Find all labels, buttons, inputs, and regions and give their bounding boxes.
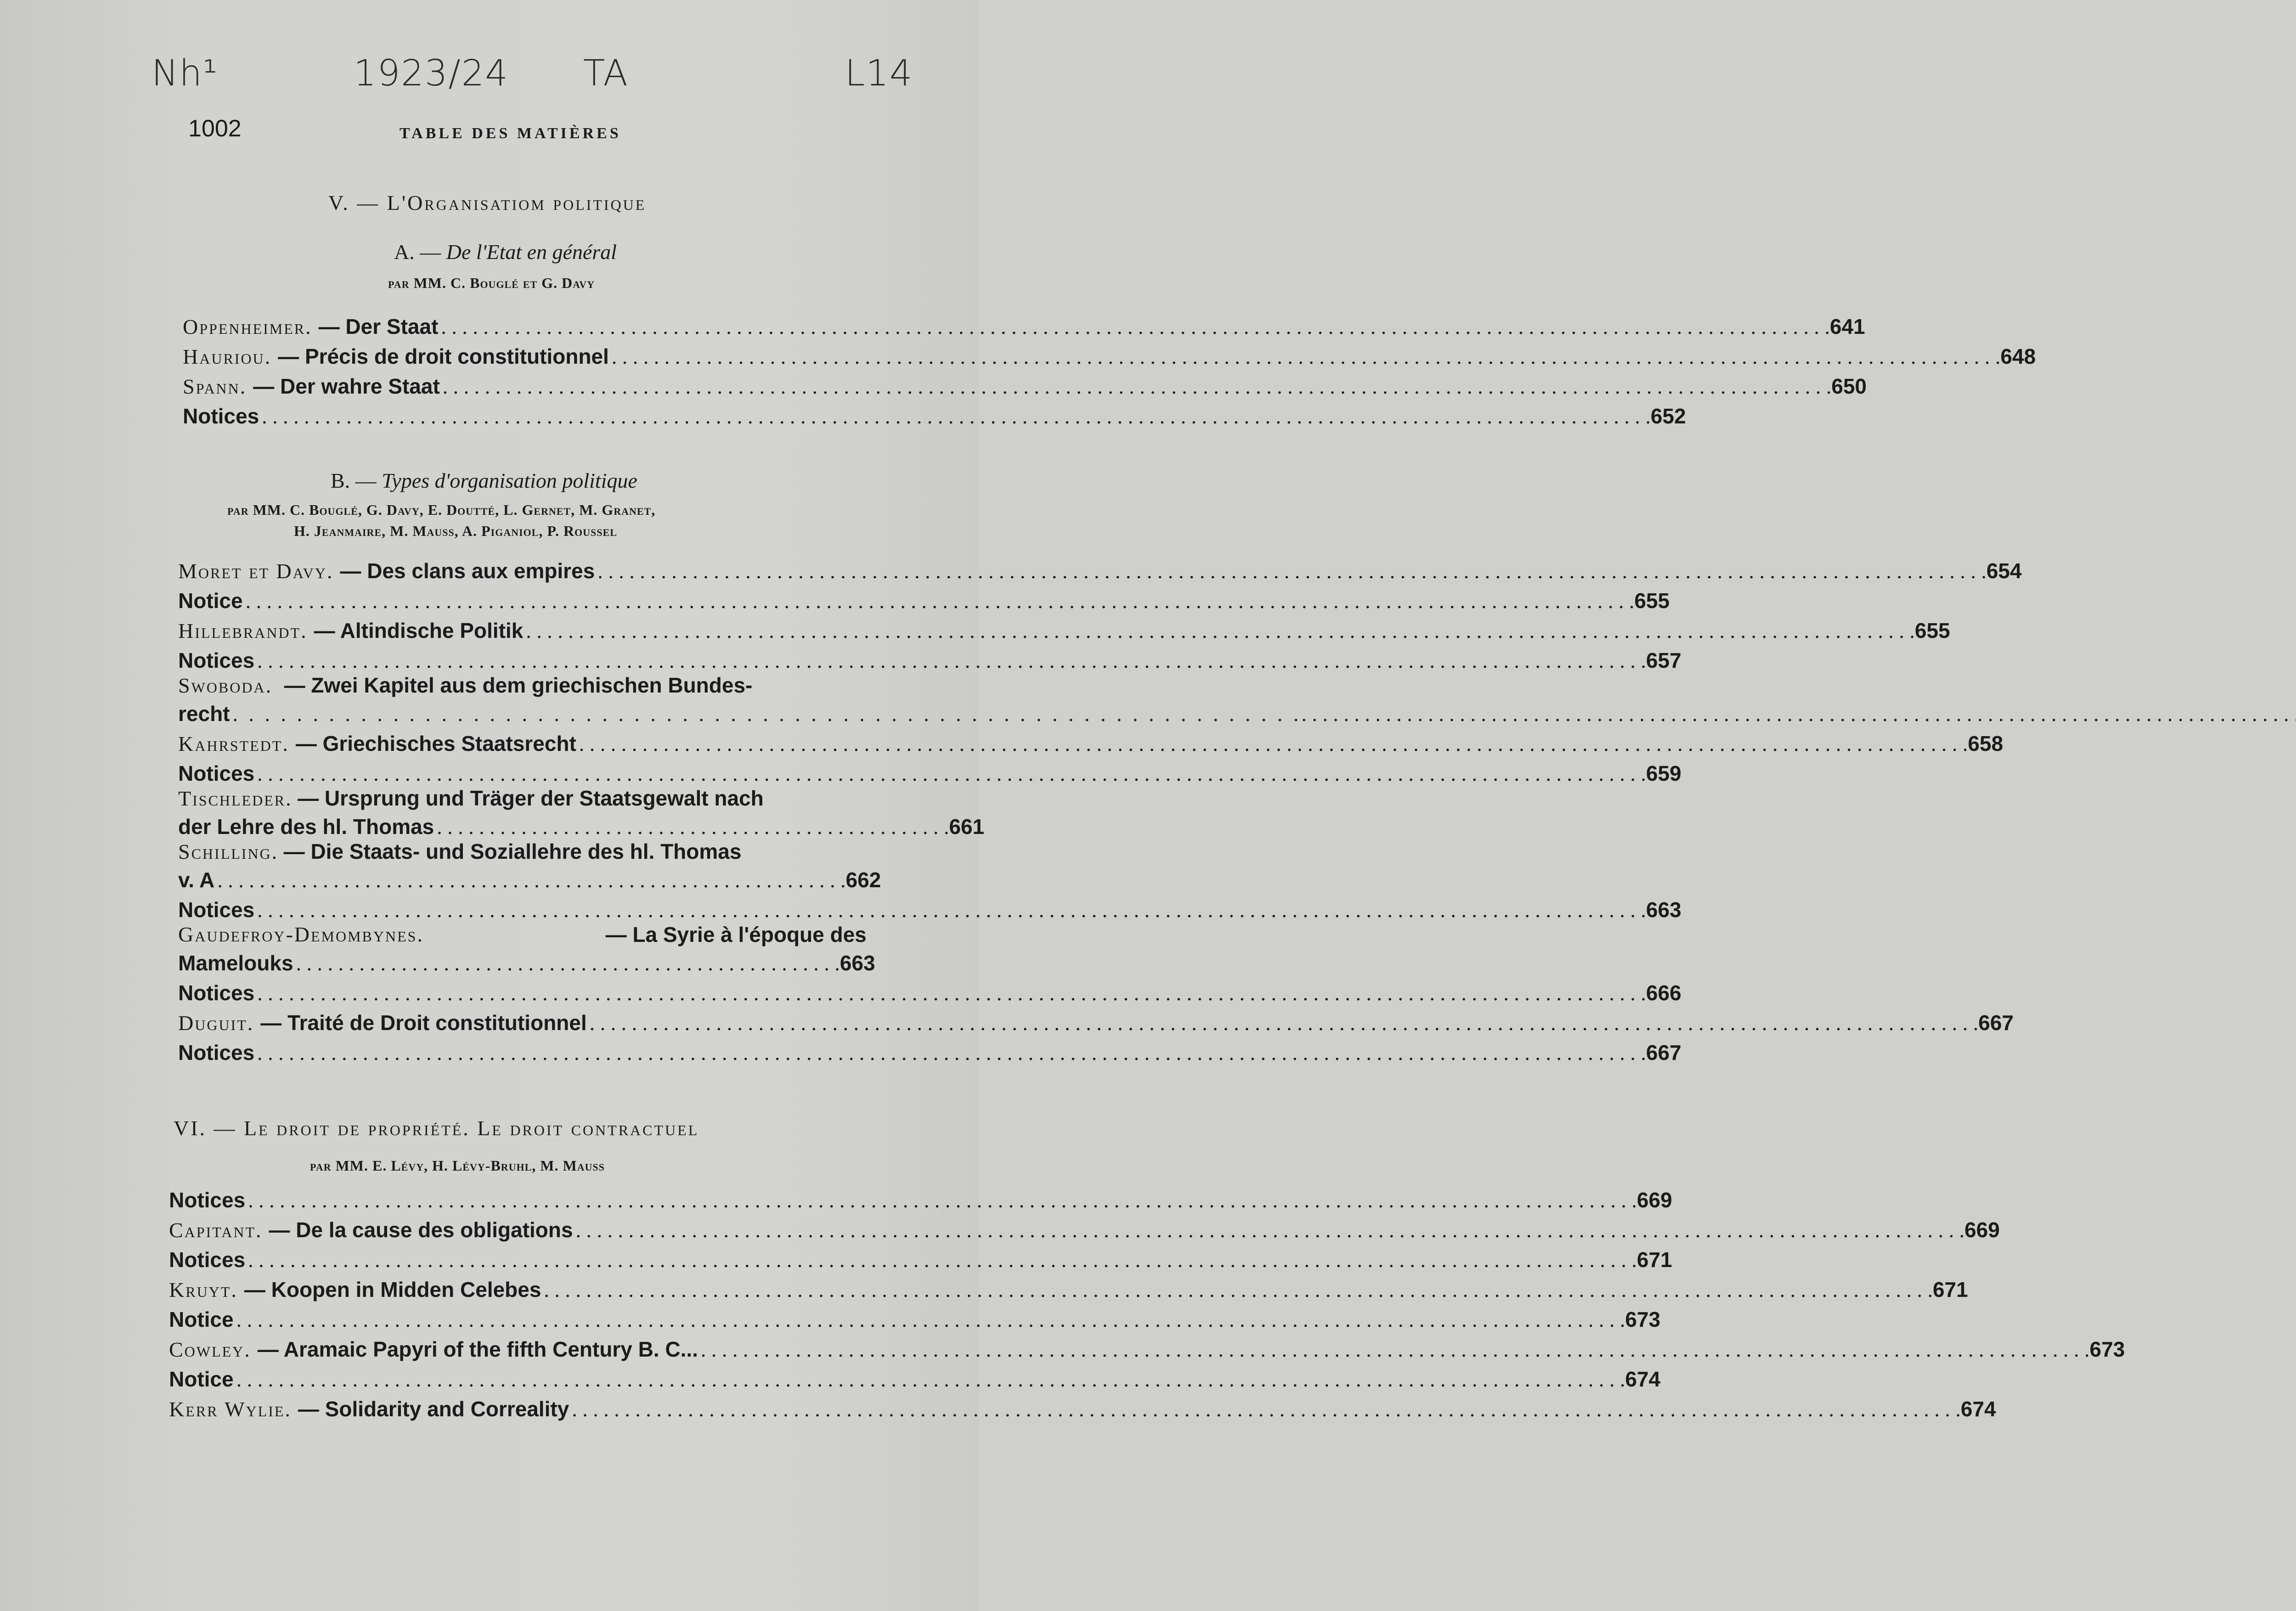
toc-entry[interactable] [169,1391,1996,1421]
entry-title: — De la cause des obligations [269,1218,573,1242]
subsection-b-title [331,468,637,493]
section-vi-title: VI. — Le droit de propriété. Le droit contractuel [174,1116,699,1140]
entry-author: Schilling. [178,840,279,863]
entry-title: Notices [169,1248,246,1272]
toc-entry[interactable] [169,1212,2000,1242]
entry-page: 655 [1634,589,1670,613]
toc-list-a [183,309,2036,428]
entry-page: 667 [1978,1011,2014,1035]
entry-title: — Aramaic Papyri of the fifth Century B. C... [257,1337,698,1361]
entry-title: Notices [178,1041,255,1065]
handwritten-note-4: L14 [845,53,913,94]
entry-title-line2: der Lehre des hl. Thomas [178,815,434,839]
entry-author: Oppenheimer. [183,315,312,338]
entry-page: 652 [1650,404,1686,428]
entry-page: 658 [1968,732,2003,755]
entry-page: 650 [1831,374,1867,398]
entry-author: Moret et Davy. [178,559,334,583]
entry-title-line1: — La Syrie à l'époque des [605,923,867,946]
toc-entry[interactable] [178,1005,2014,1035]
entry-author: Spann. [183,375,247,398]
entry-title: — Der wahre Staat [253,374,440,398]
entry-title: Notices [178,981,255,1005]
entry-title: Notice [169,1367,234,1391]
entry-page: 671 [1932,1278,1968,1301]
entry-title: — Altindische Politik [314,619,523,642]
entry-page: 657 [1646,648,1682,672]
running-title: TABLE DES MATIÈRES [400,125,621,142]
entry-author: Tischleder. [178,787,293,810]
subsection-b-authors-2: H. Jeanmaire, M. Mauss, A. Piganiol, P. Roussel [294,523,617,539]
entry-title: Notices [178,648,255,672]
handwritten-note-2: 1923/24 [354,53,509,94]
entry-author: Duguit. [178,1011,254,1035]
handwritten-note-1: Nh¹ [152,53,219,94]
entry-author: Capitant. [169,1218,263,1242]
entry-author: Hillebrandt. [178,619,308,642]
toc-entry[interactable] [178,1035,1682,1065]
entry-page: 641 [1829,315,1865,338]
entry-page: 648 [2000,344,2036,368]
toc-entry[interactable] [178,975,1682,1005]
entry-page: 671 [1637,1248,1672,1272]
entry-page: 674 [1625,1367,1660,1391]
subsection-b-prefix: B. — [331,469,382,492]
toc-entry[interactable] [178,892,1682,922]
entry-title: Notices [178,761,255,785]
entry-title: — Précis de droit constitutionnel [278,344,609,368]
entry-author: Swoboda. [178,674,273,697]
entry-author: Kruyt. [169,1278,238,1301]
entry-title-line1: — Ursprung und Träger der Staatsgewalt nach [298,786,764,810]
toc-entry[interactable] [183,369,1867,399]
entry-title: — Traité de Droit constitutionnel [260,1011,587,1035]
toc-entry[interactable] [169,1302,1660,1332]
section-v-title: V. — L'Organisatiom politique [328,191,647,214]
toc-entry-tischleder[interactable]: Tischleder. — Ursprung und Träger der Staatsgewalt nach der Lehre des hl. Thomas . . . . . . . . . . . . . . . . . . . . . . . . . . . . . . . . . . . . . . . . . . . . . . . . . 661 [178,786,985,839]
toc-entry[interactable] [169,1183,1672,1212]
toc-entry[interactable] [183,309,1865,339]
subsection-a-title [394,240,617,264]
entry-page: 662 [845,868,881,892]
toc-entry[interactable] [178,756,1682,786]
entry-page: 663 [840,951,875,975]
entry-title-line2: Mamelouks [178,951,293,975]
toc-entry[interactable] [178,643,1682,673]
entry-page: 669 [1637,1188,1672,1212]
toc-entry[interactable] [169,1242,1672,1272]
entry-page: 659 [1646,761,1682,785]
entry-title: Notice [178,589,243,613]
toc-entry[interactable] [169,1272,1968,1302]
entry-page: 654 [1986,559,2022,583]
entry-page: 669 [1964,1218,2000,1242]
subsection-b-name: Types d'organisation politique [382,469,637,492]
toc-entry[interactable] [169,1362,1660,1391]
entry-title: — Koopen in Midden Celebes [244,1278,541,1301]
toc-entry[interactable] [183,339,2036,369]
toc-entry-swoboda[interactable]: Swoboda. — Zwei Kapitel aus dem griechischen Bundes- recht . . . . . . . . . . . . . . . . . . . . . . . . . . . . . . . . . . . . . . . . . . . . . . . . . . . . . . . . . . . . . . . . . . . . . . [178,673,869,726]
subsection-b-authors-1: par MM. C. Bouglé, G. Davy, E. Doutté, L. Gernet, M. Granet, [227,501,656,518]
entry-page: 674 [1960,1397,1996,1421]
subsection-a-name: De l'Etat en général [446,240,617,264]
section-vi-authors: par MM. E. Lévy, H. Lévy-Bruhl, M. Mauss [310,1157,605,1174]
entry-author: Kahrstedt. [178,732,289,755]
entry-page: 663 [1646,898,1682,922]
toc-entry[interactable] [178,726,2003,756]
toc-entry-schilling[interactable]: Schilling. — Die Staats- und Soziallehre des hl. Thomas v. A . . . . . . . . . . . . . . . . . . . . . . . . . . . . . . . . . . . . . . . . . . . . . . . . . . . . . . . . . . . . 662 [178,839,881,892]
subsection-a-authors: par MM. C. Bouglé et G. Davy [388,275,595,291]
entry-page: 666 [1646,981,1682,1005]
entry-title-line2: recht [178,702,230,726]
entry-title: — Der Staat [318,315,439,338]
entry-title: Notices [183,404,259,428]
subsection-a-prefix: A. — [394,240,446,264]
entry-page: 673 [2089,1337,2125,1361]
entry-page: 661 [949,815,985,839]
toc-list-b [178,553,2022,1065]
entry-author: Gaudefroy-Demombynes. [178,923,424,946]
entry-page: 655 [1914,619,1950,642]
entry-title: — Des clans aux empires [340,559,595,583]
page-number: 1002 [188,115,242,142]
entry-author: Hauriou. [183,345,272,368]
entry-title: — Griechisches Staatsrecht [295,732,576,755]
entry-author: Kerr Wylie. [169,1397,292,1421]
toc-entry[interactable] [178,583,1670,613]
entry-title: — Solidarity and Correality [298,1397,569,1421]
toc-entry[interactable] [178,613,1950,643]
entry-title-line1: — Zwei Kapitel aus dem griechischen Bundes- [284,673,753,697]
entry-page: 673 [1625,1307,1660,1331]
toc-entry[interactable] [178,553,2022,583]
entry-title: Notices [169,1188,246,1212]
handwritten-note-3: TA [583,53,629,94]
entry-title: Notice [169,1307,234,1331]
toc-entry[interactable] [169,1332,2125,1362]
entry-author: Cowley. [169,1338,251,1361]
entry-page: 667 [1646,1041,1682,1065]
entry-title-line1: — Die Staats- und Soziallehre des hl. Thomas [283,839,742,863]
entry-title-line2: v. A [178,868,215,892]
toc-entry[interactable] [183,399,1686,428]
toc-list-vi [169,1183,2125,1421]
toc-entry-gaudefroy[interactable]: Gaudefroy-Demombynes. — La Syrie à l'époque des Mamelouks . . . . . . . . . . . . . . . . . . . . . . . . . . . . . . . . . . . . . . . . . . . . . . . . . . . . 663 [178,923,875,975]
entry-title: Notices [178,898,255,922]
